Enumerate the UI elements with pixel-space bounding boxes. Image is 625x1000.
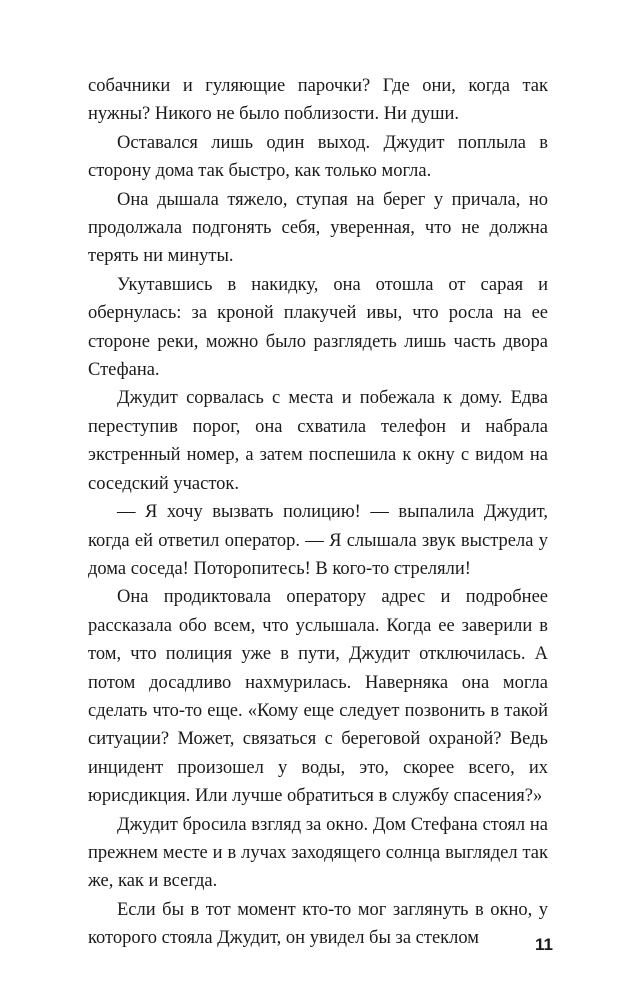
paragraph: Она дышала тяжело, ступая на берег у причала, но продолжала подгонять себя, уверенная, что не должна терять ни минуты. xyxy=(88,189,548,267)
body-text xyxy=(88,72,548,953)
dialogue-paragraph: — Я хочу вызвать полицию! — выпалила Джудит, когда ей ответил оператор. — Я слышала звук выстрела у дома соседа! Поторопитесь! В кого-то стреляли! xyxy=(88,502,548,579)
paragraph: Джудит сорвалась с места и побежала к дому. Едва переступив порог, она схватила телефон и набрала экстренный номер, а затем поспешила к окну с видом на соседский участок. xyxy=(88,388,548,494)
paragraph: Джудит бросила взгляд за окно. Дом Стефана стоял на прежнем месте и в лучах заходящего солнца выглядел так же, как и всегда. xyxy=(88,814,548,892)
paragraph-continuation: собачники и гуляющие парочки? Где они, когда так нужны? Никого не было поблизости. Ни души. xyxy=(88,76,548,125)
paragraph: Укутавшись в накидку, она отошла от сарая и обернулась: за кроной плакучей ивы, что росла на ее стороне реки, можно было разглядеть лишь часть двора Стефана. xyxy=(88,274,548,381)
page-number: 11 xyxy=(535,935,553,954)
paragraph: Если бы в тот момент кто-то мог заглянуть в окно, у которого стояла Джудит, он увидел бы за стеклом xyxy=(88,899,548,949)
paragraph: Она продиктовала оператору адрес и подробнее рассказала обо всем, что услышала. Когда ее заверили в том, что полиция уже в пути, Джудит отключилась. А потом досадливо нахмурилась. Наверняка она могла сделать что-то еще. «Кому еще следует позвонить в такой ситуации? Может, связаться с береговой охраной? Ведь инцидент произошел у воды, это, скорее всего, их юрисдикция. Или лучше обратиться в службу спасения?» xyxy=(88,587,548,807)
paragraph: Оставался лишь один выход. Джудит поплыла в сторону дома так быстро, как только могла. xyxy=(88,132,548,182)
